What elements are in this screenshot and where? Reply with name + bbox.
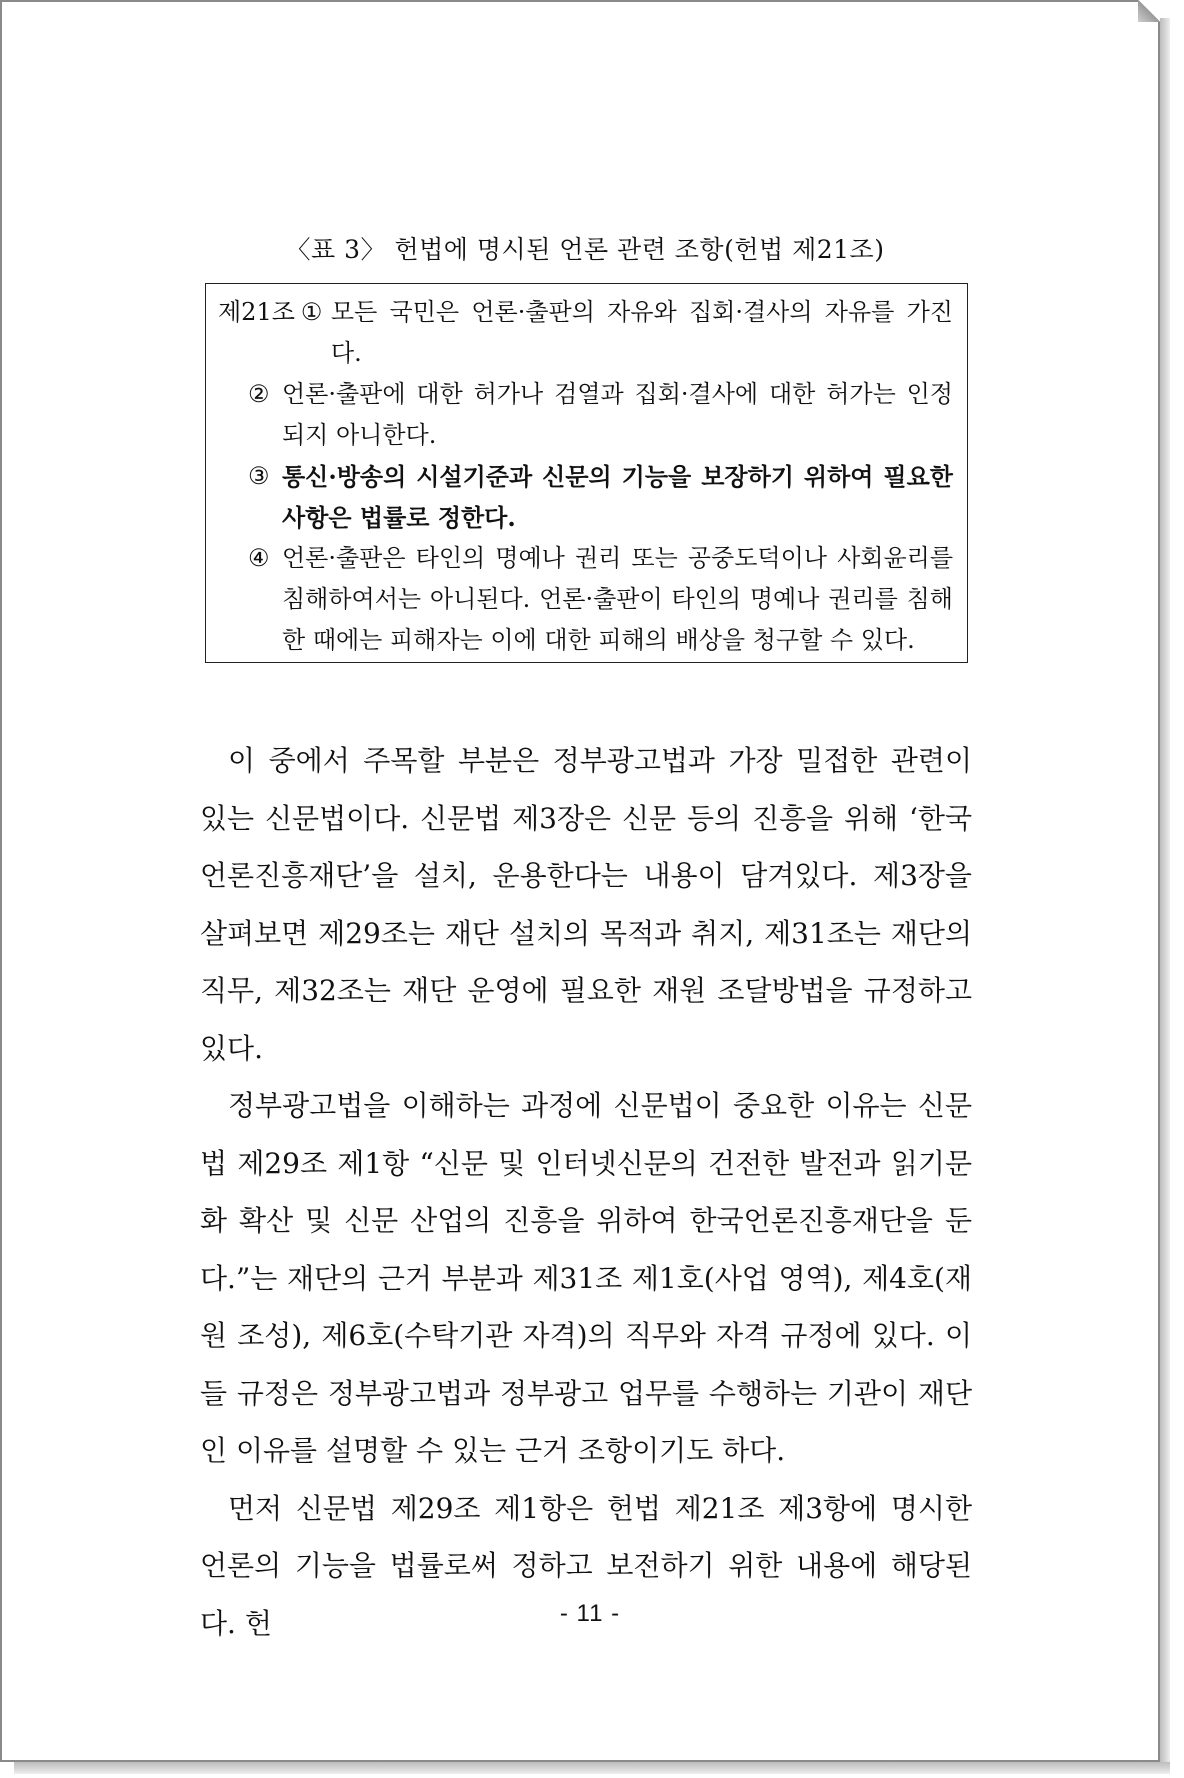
paragraph: 이 중에서 주목할 부분은 정부광고법과 가장 밀접한 관련이 있는 신문법이다. 신문법 제3장은 신문 등의 진흥을 위해 ‘한국언론진흥재단’을 설치, 운용한다는 내용이 담겨있다. 제3장을 살펴보면 제29조는 재단 설치의 목적과 취지, 제31조는 재단의 직무, 제32조는 재단 운영에 필요한 재원 조달방법을 규정하고 있다. bbox=[200, 744, 972, 1065]
paragraph: 정부광고법을 이해하는 과정에 신문법이 중요한 이유는 신문법 제29조 제1항 “신문 및 인터넷신문의 건전한 발전과 읽기문화 확산 및 신문 산업의 진흥을 위하여 한국언론진흥재단을 둔다.”는 재단의 근거 부분과 제31조 제1호(사업 영역), 제4호(재원 조성), 제6호(수탁기관 자격)의 직무와 자격 규정에 있다. 이들 규정은 정부광고법과 정부광고 업무를 수행하는 기관이 재단인 이유를 설명할 수 있는 근거 조항이기도 하다. bbox=[200, 1089, 972, 1467]
clause-marker: ④ bbox=[248, 544, 270, 572]
article-number: 제21조 bbox=[218, 298, 295, 326]
law-table-box bbox=[205, 283, 968, 663]
body-text bbox=[200, 732, 972, 1652]
page-corner-fold bbox=[1138, 0, 1160, 22]
paragraph: 먼저 신문법 제29조 제1항은 헌법 제21조 제3항에 명시한 언론의 기능을 법률로써 정하고 보전하기 위한 내용에 해당된다. 헌 bbox=[200, 1491, 972, 1640]
page-number: - 11 - bbox=[559, 1600, 621, 1627]
clause-3 bbox=[218, 456, 953, 538]
table-caption: 〈표 3〉 헌법에 명시된 언론 관련 조항(헌법 제21조) bbox=[285, 235, 885, 264]
clause-1 bbox=[218, 292, 953, 374]
clause-text: 언론·출판은 타인의 명예나 권리 또는 공중도덕이나 사회윤리를 침해하여서는 아니된다. 언론·출판이 타인의 명예나 권리를 침해한 때에는 피해자는 이에 대한 피해의 배상을 청구할 수 있다. bbox=[282, 544, 953, 654]
clause-2 bbox=[218, 374, 953, 456]
page-shadow-bottom bbox=[14, 1762, 1170, 1774]
clause-marker: ③ bbox=[248, 462, 270, 490]
clause-marker: ① bbox=[300, 298, 323, 326]
clause-text: 모든 국민은 언론·출판의 자유와 집회·결사의 자유를 가진다. bbox=[330, 298, 953, 367]
clause-text-bold: 통신·방송의 시설기준과 신문의 기능을 보장하기 위하여 필요한 사항은 법률로 정한다. bbox=[282, 462, 953, 532]
clause-text: 언론·출판에 대한 허가나 검열과 집회·결사에 대한 허가는 인정되지 아니한다. bbox=[282, 380, 953, 449]
clause-marker: ② bbox=[248, 380, 270, 408]
clause-4 bbox=[218, 538, 953, 661]
page-shadow-right bbox=[1160, 18, 1170, 1774]
